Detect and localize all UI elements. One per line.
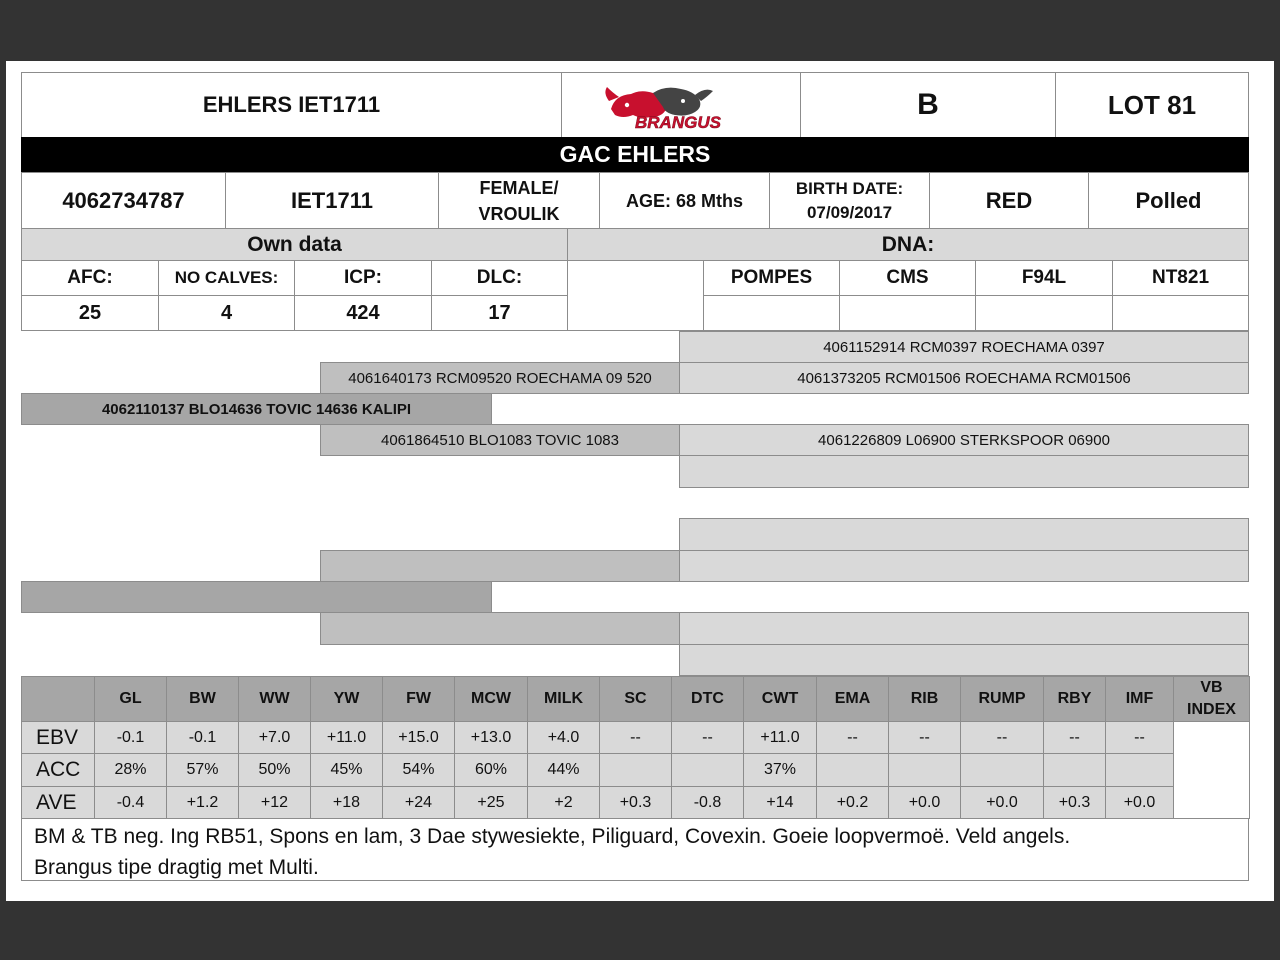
- ebv-cell-acc-gl: 28%: [94, 753, 167, 787]
- pedigree-sire-dam-sire: 4061226809 L06900 STERKSPOOR 06900: [679, 424, 1249, 456]
- ebv-cell-ave-rump: +0.0: [960, 786, 1044, 819]
- pedigree-sire-sire: 4061640173 RCM09520 ROECHAMA 09 520: [320, 362, 680, 394]
- pedigree-dam-sire-sire: [679, 518, 1249, 551]
- ebv-header-gl: GL: [94, 676, 167, 722]
- ebv-cell-ebv-fw: +15.0: [382, 721, 455, 754]
- ebv-cell-ave-sc: +0.3: [599, 786, 672, 819]
- ebv-cell-ebv-sc: --: [599, 721, 672, 754]
- no-calves-value: 4: [158, 295, 295, 331]
- sex-english: FEMALE/: [479, 177, 559, 198]
- pedigree-sire-dam-dam: [679, 455, 1249, 488]
- dna-f94l-value: [975, 295, 1113, 331]
- ebv-cell-acc-dtc: [671, 753, 744, 787]
- ebv-header-imf: IMF: [1105, 676, 1174, 722]
- dlc-value: 17: [431, 295, 568, 331]
- ebv-cell-ave-mcw: +25: [454, 786, 528, 819]
- dna-cms-value: [839, 295, 976, 331]
- dna-nt821-label: NT821: [1112, 260, 1249, 296]
- dna-blank-cell: [567, 260, 704, 331]
- ebv-cell-ebv-dtc: --: [671, 721, 744, 754]
- ebv-cell-ebv-rump: --: [960, 721, 1044, 754]
- ebv-header-corner: [21, 676, 95, 722]
- ebv-cell-ebv-ww: +7.0: [238, 721, 311, 754]
- sex-afrikaans: VROULIK: [478, 203, 560, 224]
- colour: RED: [929, 172, 1089, 229]
- ebv-header-rump: RUMP: [960, 676, 1044, 722]
- ebv-header-bw: BW: [166, 676, 239, 722]
- ebv-cell-acc-ema: [816, 753, 889, 787]
- ebv-header-cwt: CWT: [743, 676, 817, 722]
- ebv-cell-acc-milk: 44%: [527, 753, 600, 787]
- ebv-header-yw: YW: [310, 676, 383, 722]
- ebv-cell-ebv-milk: +4.0: [527, 721, 600, 754]
- breeder-title-bar: GAC EHLERS: [21, 137, 1249, 172]
- dna-cms-label: CMS: [839, 260, 976, 296]
- grade-label: B: [800, 72, 1056, 138]
- afc-value: 25: [21, 295, 159, 331]
- pedigree-dam: [21, 581, 492, 613]
- pedigree-dam-sire: [320, 550, 680, 582]
- no-calves-label: NO CALVES:: [158, 260, 295, 296]
- ebv-cell-ebv-rib: --: [888, 721, 961, 754]
- pedigree-sire-dam: 4061864510 BLO1083 TOVIC 1083: [320, 424, 680, 456]
- birth-date-label: BIRTH DATE:: [795, 178, 904, 198]
- vb-index-line-1: VB: [1200, 679, 1223, 696]
- ebv-cell-acc-ww: 50%: [238, 753, 311, 787]
- lot-number: LOT 81: [1055, 72, 1249, 138]
- registration-number: 4062734787: [21, 172, 226, 229]
- ebv-header-fw: FW: [382, 676, 455, 722]
- ebv-cell-ave-ema: +0.2: [816, 786, 889, 819]
- notes-line-2: Brangus tipe dragtig met Multi.: [34, 856, 319, 879]
- ebv-cell-acc-sc: [599, 753, 672, 787]
- dna-pompes-value: [703, 295, 840, 331]
- dlc-label: DLC:: [431, 260, 568, 296]
- pedigree-sire-sire-dam: 4061373205 RCM01506 ROECHAMA RCM01506: [679, 362, 1249, 394]
- sex-cell: [438, 172, 600, 229]
- pedigree-dam-dam: [320, 612, 680, 645]
- ebv-cell-ebv-rby: --: [1043, 721, 1106, 754]
- brangus-logo-icon: [601, 79, 761, 131]
- ebv-cell-acc-rib: [888, 753, 961, 787]
- animal-id: IET1711: [225, 172, 439, 229]
- brangus-logo: [561, 72, 801, 138]
- pedigree-dam-sire-dam: [679, 550, 1249, 582]
- ebv-cell-acc-mcw: 60%: [454, 753, 528, 787]
- ebv-header-dtc: DTC: [671, 676, 744, 722]
- ebv-header-vb-index: [1173, 676, 1250, 722]
- dna-nt821-value: [1112, 295, 1249, 331]
- ebv-vb-index-value: [1173, 721, 1250, 819]
- ebv-cell-ebv-yw: +11.0: [310, 721, 383, 754]
- horn-status: Polled: [1088, 172, 1249, 229]
- ebv-cell-ave-ww: +12: [238, 786, 311, 819]
- ebv-cell-ave-gl: -0.4: [94, 786, 167, 819]
- dna-title: DNA:: [567, 228, 1249, 261]
- ebv-row-label-ebv: EBV: [21, 721, 95, 754]
- ebv-cell-ebv-imf: --: [1105, 721, 1174, 754]
- ebv-cell-ebv-ema: --: [816, 721, 889, 754]
- birth-date-value: 07/09/2017: [806, 202, 893, 222]
- ebv-header-mcw: MCW: [454, 676, 528, 722]
- pedigree-sire-sire-sire: 4061152914 RCM0397 ROECHAMA 0397: [679, 331, 1249, 363]
- ebv-header-ema: EMA: [816, 676, 889, 722]
- own-data-title: Own data: [21, 228, 568, 261]
- ebv-cell-acc-cwt: 37%: [743, 753, 817, 787]
- ebv-row-label-acc: ACC: [21, 753, 95, 787]
- pedigree-dam-dam-dam: [679, 644, 1249, 676]
- notes-line-1: BM & TB neg. Ing RB51, Spons en lam, 3 Dae stywesiekte, Piliguard, Covexin. Goeie loopvermoë. Veld angels.: [34, 825, 1071, 848]
- ebv-cell-ave-imf: +0.0: [1105, 786, 1174, 819]
- ebv-cell-acc-rump: [960, 753, 1044, 787]
- ebv-cell-ebv-gl: -0.1: [94, 721, 167, 754]
- vb-index-line-2: INDEX: [1187, 701, 1236, 718]
- afc-label: AFC:: [21, 260, 159, 296]
- ebv-cell-ave-dtc: -0.8: [671, 786, 744, 819]
- ebv-cell-acc-rby: [1043, 753, 1106, 787]
- ebv-cell-ebv-mcw: +13.0: [454, 721, 528, 754]
- ebv-cell-ave-rib: +0.0: [888, 786, 961, 819]
- ebv-cell-acc-bw: 57%: [166, 753, 239, 787]
- birth-date-cell: [769, 172, 930, 229]
- dna-pompes-label: POMPES: [703, 260, 840, 296]
- ebv-header-sc: SC: [599, 676, 672, 722]
- ebv-cell-ave-yw: +18: [310, 786, 383, 819]
- pedigree-dam-dam-sire: [679, 612, 1249, 645]
- ebv-cell-ave-milk: +2: [527, 786, 600, 819]
- age: AGE: 68 Mths: [599, 172, 770, 229]
- ebv-cell-acc-yw: 45%: [310, 753, 383, 787]
- ebv-header-milk: MILK: [527, 676, 600, 722]
- svg-text:BRANGUS: BRANGUS: [635, 113, 721, 131]
- ebv-cell-acc-imf: [1105, 753, 1174, 787]
- ebv-row-label-ave: AVE: [21, 786, 95, 819]
- ebv-cell-ebv-bw: -0.1: [166, 721, 239, 754]
- icp-label: ICP:: [294, 260, 432, 296]
- animal-name: EHLERS IET1711: [21, 72, 562, 138]
- ebv-header-ww: WW: [238, 676, 311, 722]
- ebv-cell-ave-fw: +24: [382, 786, 455, 819]
- ebv-cell-ave-bw: +1.2: [166, 786, 239, 819]
- ebv-header-rib: RIB: [888, 676, 961, 722]
- pedigree-sire: 4062110137 BLO14636 TOVIC 14636 KALIPI: [21, 393, 492, 425]
- ebv-cell-acc-fw: 54%: [382, 753, 455, 787]
- ebv-cell-ave-rby: +0.3: [1043, 786, 1106, 819]
- ebv-cell-ebv-cwt: +11.0: [743, 721, 817, 754]
- ebv-header-rby: RBY: [1043, 676, 1106, 722]
- notes: [21, 818, 1249, 881]
- ebv-cell-ave-cwt: +14: [743, 786, 817, 819]
- icp-value: 424: [294, 295, 432, 331]
- dna-f94l-label: F94L: [975, 260, 1113, 296]
